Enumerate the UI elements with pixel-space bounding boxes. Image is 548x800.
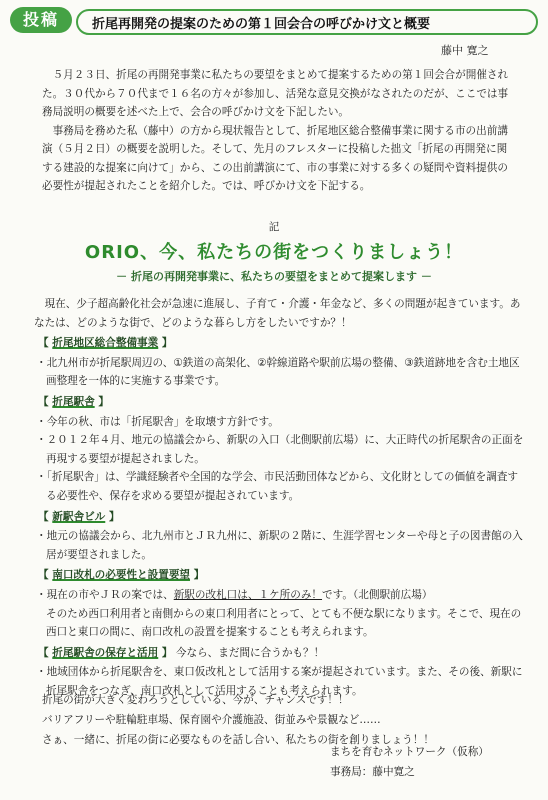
headline: ORIO、今、私たちの街をつくりましょう！	[84, 242, 464, 263]
lead-paragraph: 現在、少子超高齢化社会が急速に進展し、子育て・介護・年金など、多くの問題が起きています。あなたは、どのような街で、どのような暮らし方をしたいですか？！	[34, 298, 521, 329]
closing-line: 折尾の街が大きく変わろうとしている、今が、チャンスです！！	[42, 694, 349, 706]
section-heading: 【 南口改札の必要性と設置要望 】	[38, 569, 205, 582]
organization-signature	[330, 742, 489, 782]
intro-paragraph: 事務局を務めた私（藤中）の方から現状報告として、折尾地区総合整備事業に関する市の出前講演（５月２日）の概要を説明した。そして、先月のフレスターに投稿した拙文「折尾の再開発に関する建設的な提案に向けて」から、この出前講演にて、市の事業に対する多くの疑問や資料提供の必要性が提起されたことを紹介した。では、呼びかけ文を下記する。	[42, 124, 508, 192]
ki-marker: 記	[268, 221, 280, 233]
intro-section	[42, 66, 514, 196]
section-heading: 【 折尾地区総合整備事業 】	[38, 337, 173, 350]
emphasis-text: 新駅の改札口は、１ケ所のみ！	[173, 588, 323, 601]
list-item: ・今年の秋、市は「折尾駅舎」を取壊す方針です。	[36, 415, 279, 428]
closing-section	[42, 690, 512, 750]
section-note: 今なら、まだ間に合うかも？！	[175, 646, 325, 659]
list-item: ・現在の市やＪＲの案では、新駅の改札口は、１ケ所のみ！です。（北側駅前広場）	[36, 588, 433, 601]
section-heading: 【 新駅舎ビル 】	[38, 510, 120, 523]
intro-paragraph: ５月２３日、折尾の再開発事業に私たちの要望をまとめて提案するための第１回会合が開催された。３０代から７０代まで１６名の方々が参加し、活発な意見交換がなされたのだが、ここでは事務局説明の概要を述べた上で、会合の呼びかけ文を下記したい。	[42, 69, 509, 118]
list-item: ・「折尾駅舎」は、学識経験者や全国的な学会、市民活動団体などから、文化財としての価値を調査する必要性や、保存を求める要望が提起されています。	[36, 471, 519, 502]
subheadline: － 折尾の再開発事業に、私たちの要望をまとめて提案します －	[116, 270, 432, 283]
list-item: ・２０１２年４月、地元の協議会から、新駅の入口（北側駅前広場）に、大正時代の折尾駅舎の正面を再現する要望が提起されました。	[36, 434, 524, 465]
closing-line: さぁ、一緒に、折尾の街に必要なものを話し合い、私たちの街を創りましょう！！	[42, 734, 434, 746]
contribution-badge: 投稿	[10, 7, 72, 33]
title-frame	[76, 9, 538, 35]
office-contact: 事務局：藤中寛之	[330, 766, 415, 778]
list-item: ・北九州市が折尾駅周辺の、①鉄道の高架化、②幹線道路や駅前広場の整備、③鉄道跡地を含む土地区画整理を一体的に実施する事業です。	[36, 356, 520, 388]
section-heading: 【 折尾駅舎 】	[38, 395, 109, 408]
organization-name: まちを育むネットワーク（仮称）	[330, 746, 489, 758]
section-heading: 【 折尾駅舎の保存と活用 】	[38, 646, 173, 659]
section-heading-row	[34, 642, 524, 664]
proposal-body	[34, 295, 524, 700]
author-name: 藤中 寛之	[441, 44, 489, 57]
article-title: 折尾再開発の提案のための第１回会合の呼びかけ文と概要	[92, 17, 431, 32]
list-item: ・地域団体から折尾駅舎を、東口仮改札として活用する案が提起されています。また、その後、新駅に折尾駅舎をつなぎ、南口改札として活用することも考えられます。	[36, 666, 523, 697]
list-item-continuation: そのため西口利用者と南側からの東口利用者にとって、とても不便な駅になります。そこで、現在の西口と東口の間に、南口改札の設置を提案することも考えられます。	[46, 607, 522, 639]
list-item: ・地元の協議会から、北九州市とＪＲ九州に、新駅の２階に、生涯学習センターや母と子の図書館の入居が要望されました。	[36, 530, 523, 561]
closing-line: バリアフリーや駐輪駐車場、保育園や介護施設、街並みや景観など……	[42, 714, 381, 726]
